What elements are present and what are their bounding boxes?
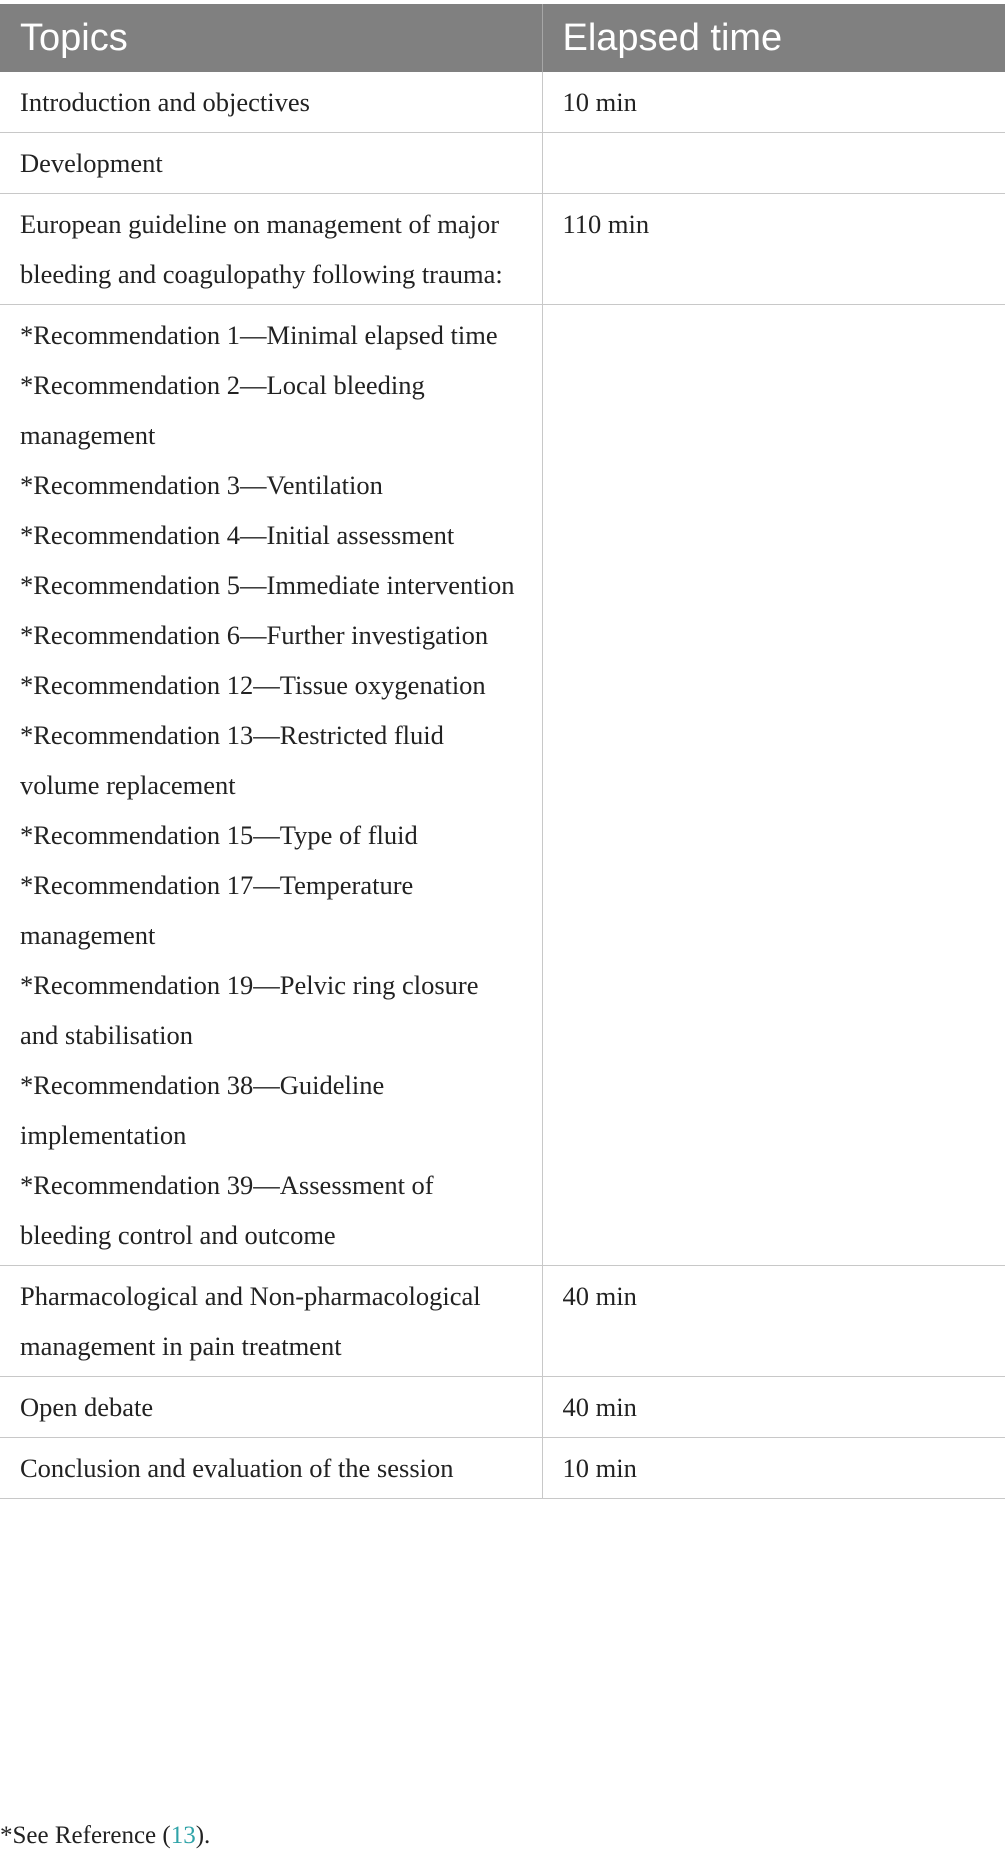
topic-cell: Pharmacological and Non-pharmacological management in pain treatment <box>0 1266 542 1377</box>
recommendation-item: *Recommendation 4—Initial assessment <box>20 520 455 550</box>
recommendation-item: *Recommendation 5—Immediate intervention <box>20 570 515 600</box>
topic-cell: Introduction and objectives <box>0 72 542 133</box>
topic-cell: Conclusion and evaluation of the session <box>0 1438 542 1499</box>
recommendation-item: *Recommendation 13—Restricted fluid volume replacement <box>20 720 444 800</box>
time-cell: 40 min <box>542 1266 1005 1377</box>
header-topics: Topics <box>0 4 542 72</box>
table-row <box>0 1266 1005 1377</box>
topic-cell: Open debate <box>0 1377 542 1438</box>
recommendation-item: *Recommendation 2—Local bleeding management <box>20 370 425 450</box>
time-cell <box>542 133 1005 194</box>
time-cell: 110 min <box>542 194 1005 305</box>
header-elapsed-time: Elapsed time <box>542 4 1005 72</box>
recommendation-item: *Recommendation 1—Minimal elapsed time <box>20 320 498 350</box>
footnote-suffix: ). <box>195 1822 211 1849</box>
topics-table <box>0 4 1005 1499</box>
footnote-prefix: *See Reference ( <box>0 1822 171 1849</box>
recommendation-item: *Recommendation 17—Temperature management <box>20 870 414 950</box>
reference-link[interactable]: 13 <box>170 1822 196 1849</box>
recommendation-item: *Recommendation 3—Ventilation <box>20 470 383 500</box>
topic-cell: European guideline on management of major bleeding and coagulopathy following trauma: <box>0 194 542 305</box>
time-cell: 40 min <box>542 1377 1005 1438</box>
footnote <box>0 1818 210 1854</box>
table-row <box>0 194 1005 305</box>
table-row <box>0 72 1005 133</box>
table-row <box>0 305 1005 1266</box>
recommendation-item: *Recommendation 39—Assessment of bleeding control and outcome <box>20 1170 434 1250</box>
topic-cell: Development <box>0 133 542 194</box>
time-cell: 10 min <box>542 72 1005 133</box>
table-row <box>0 1377 1005 1438</box>
recommendation-item: *Recommendation 19—Pelvic ring closure and stabilisation <box>20 970 479 1050</box>
recommendation-item: *Recommendation 38—Guideline implementation <box>20 1070 385 1150</box>
table-row <box>0 133 1005 194</box>
recommendation-item: *Recommendation 15—Type of fluid <box>20 820 418 850</box>
table-header-row <box>0 4 1005 72</box>
table-container <box>0 4 1005 1499</box>
recommendations-cell <box>0 305 542 1266</box>
recommendation-item: *Recommendation 6—Further investigation <box>20 620 489 650</box>
time-cell <box>542 305 1005 1266</box>
table-row <box>0 1438 1005 1499</box>
time-cell: 10 min <box>542 1438 1005 1499</box>
recommendation-item: *Recommendation 12—Tissue oxygenation <box>20 670 486 700</box>
